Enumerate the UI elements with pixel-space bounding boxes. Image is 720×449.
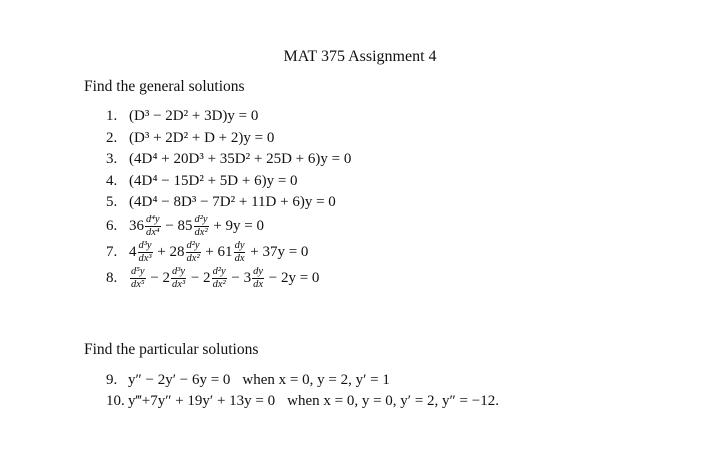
document-title: MAT 375 Assignment 4 (283, 48, 437, 65)
derivative-fraction (186, 241, 201, 265)
equation-text: + 61 (201, 244, 233, 260)
equation-text: 36 (129, 218, 144, 234)
problem-item (106, 192, 351, 214)
problem-item (106, 106, 351, 128)
equation (129, 241, 308, 265)
equation-text: (D³ + 2D² + D + 2)y = 0 (129, 129, 275, 146)
problem-number: 10. (106, 393, 125, 409)
equation-text: − 2 (146, 270, 171, 286)
equation (129, 151, 351, 168)
initial-conditions (287, 393, 499, 410)
problem-item (106, 214, 351, 240)
equation-text: (4D⁴ − 15D² + 5D + 6)y = 0 (129, 172, 298, 189)
condition-values: x = 0, y = 2, y′ = 1 (278, 372, 390, 388)
problem-number: 4. (106, 172, 118, 189)
condition-word: when (287, 393, 320, 409)
equation-text: + 28 (153, 244, 185, 260)
derivative-fraction (252, 267, 264, 291)
fraction-denominator: dx (234, 253, 245, 264)
fraction-denominator: dx³ (138, 253, 152, 264)
equation-text: 4 (129, 244, 137, 260)
fraction-numerator: d⁴y (146, 213, 160, 225)
equation: y‴+7y″ + 19y′ + 13y = 0 (128, 393, 276, 409)
equation (129, 130, 274, 147)
problem-number: 9. (106, 372, 118, 388)
fraction-numerator: d²y (212, 265, 226, 277)
equation (129, 194, 336, 211)
fraction-numerator: d³y (138, 239, 152, 251)
derivative-fraction (212, 267, 227, 291)
equation-text: + 37y = 0 (246, 244, 309, 260)
general-solutions-heading: Find the general solutions (84, 78, 245, 95)
equation: y″ − 2y′ − 6y = 0 (128, 372, 231, 388)
particular-problem-list (106, 370, 499, 412)
equation (129, 108, 258, 125)
equation-text: − 2 (187, 270, 211, 286)
problem-number: 5. (106, 194, 118, 211)
fraction-denominator: dx³ (172, 279, 186, 290)
equation-text: + 9y = 0 (209, 218, 265, 234)
fraction-denominator: dx² (194, 227, 208, 238)
derivative-fraction (138, 241, 153, 265)
equation-text: − 3 (227, 270, 252, 286)
equation-text: − 2y = 0 (265, 270, 320, 286)
fraction-numerator: dy (253, 265, 264, 277)
initial-conditions (242, 372, 389, 389)
equation-text: − 85 (161, 218, 193, 234)
fraction-denominator: dx⁴ (146, 227, 160, 238)
fraction-denominator: dx² (186, 253, 200, 264)
problem-item (106, 240, 351, 266)
fraction-numerator: dy (234, 239, 245, 251)
problem-number: 6. (106, 218, 118, 234)
equation-text: (4D⁴ + 20D³ + 35D² + 25D + 6)y = 0 (129, 151, 352, 168)
fraction-numerator: d³y (172, 265, 186, 277)
derivative-fraction (171, 267, 186, 291)
condition-values: x = 0, y = 0, y′ = 2, y″ = −12. (323, 393, 499, 409)
fraction-denominator: dx (253, 279, 264, 290)
equation (129, 267, 319, 291)
problem-item (106, 128, 351, 150)
problem-item (106, 266, 351, 292)
problem-number: 3. (106, 151, 118, 168)
problem-number: 8. (106, 270, 118, 286)
problem-item (106, 171, 351, 193)
equation (129, 173, 298, 190)
problem-item (106, 391, 499, 412)
general-problem-list (106, 106, 351, 292)
fraction-numerator: d⁵y (131, 265, 145, 277)
equation-text: (4D⁴ − 8D³ − 7D² + 11D + 6)y = 0 (129, 194, 336, 211)
derivative-fraction (194, 215, 209, 239)
fraction-denominator: dx⁵ (131, 279, 145, 290)
problem-item (106, 149, 351, 171)
derivative-fraction (145, 215, 161, 239)
derivative-fraction (130, 267, 146, 291)
condition-word: when (242, 372, 275, 388)
problem-item (106, 370, 499, 391)
fraction-numerator: d²y (194, 213, 208, 225)
derivative-fraction (234, 241, 246, 265)
particular-solutions-heading: Find the particular solutions (84, 341, 259, 358)
fraction-denominator: dx² (212, 279, 226, 290)
problem-number: 1. (106, 108, 118, 125)
equation (129, 215, 264, 239)
equation-text: (D³ − 2D² + 3D)y = 0 (129, 108, 259, 125)
problem-number: 7. (106, 244, 118, 260)
problem-number: 2. (106, 129, 118, 146)
fraction-numerator: d²y (186, 239, 200, 251)
